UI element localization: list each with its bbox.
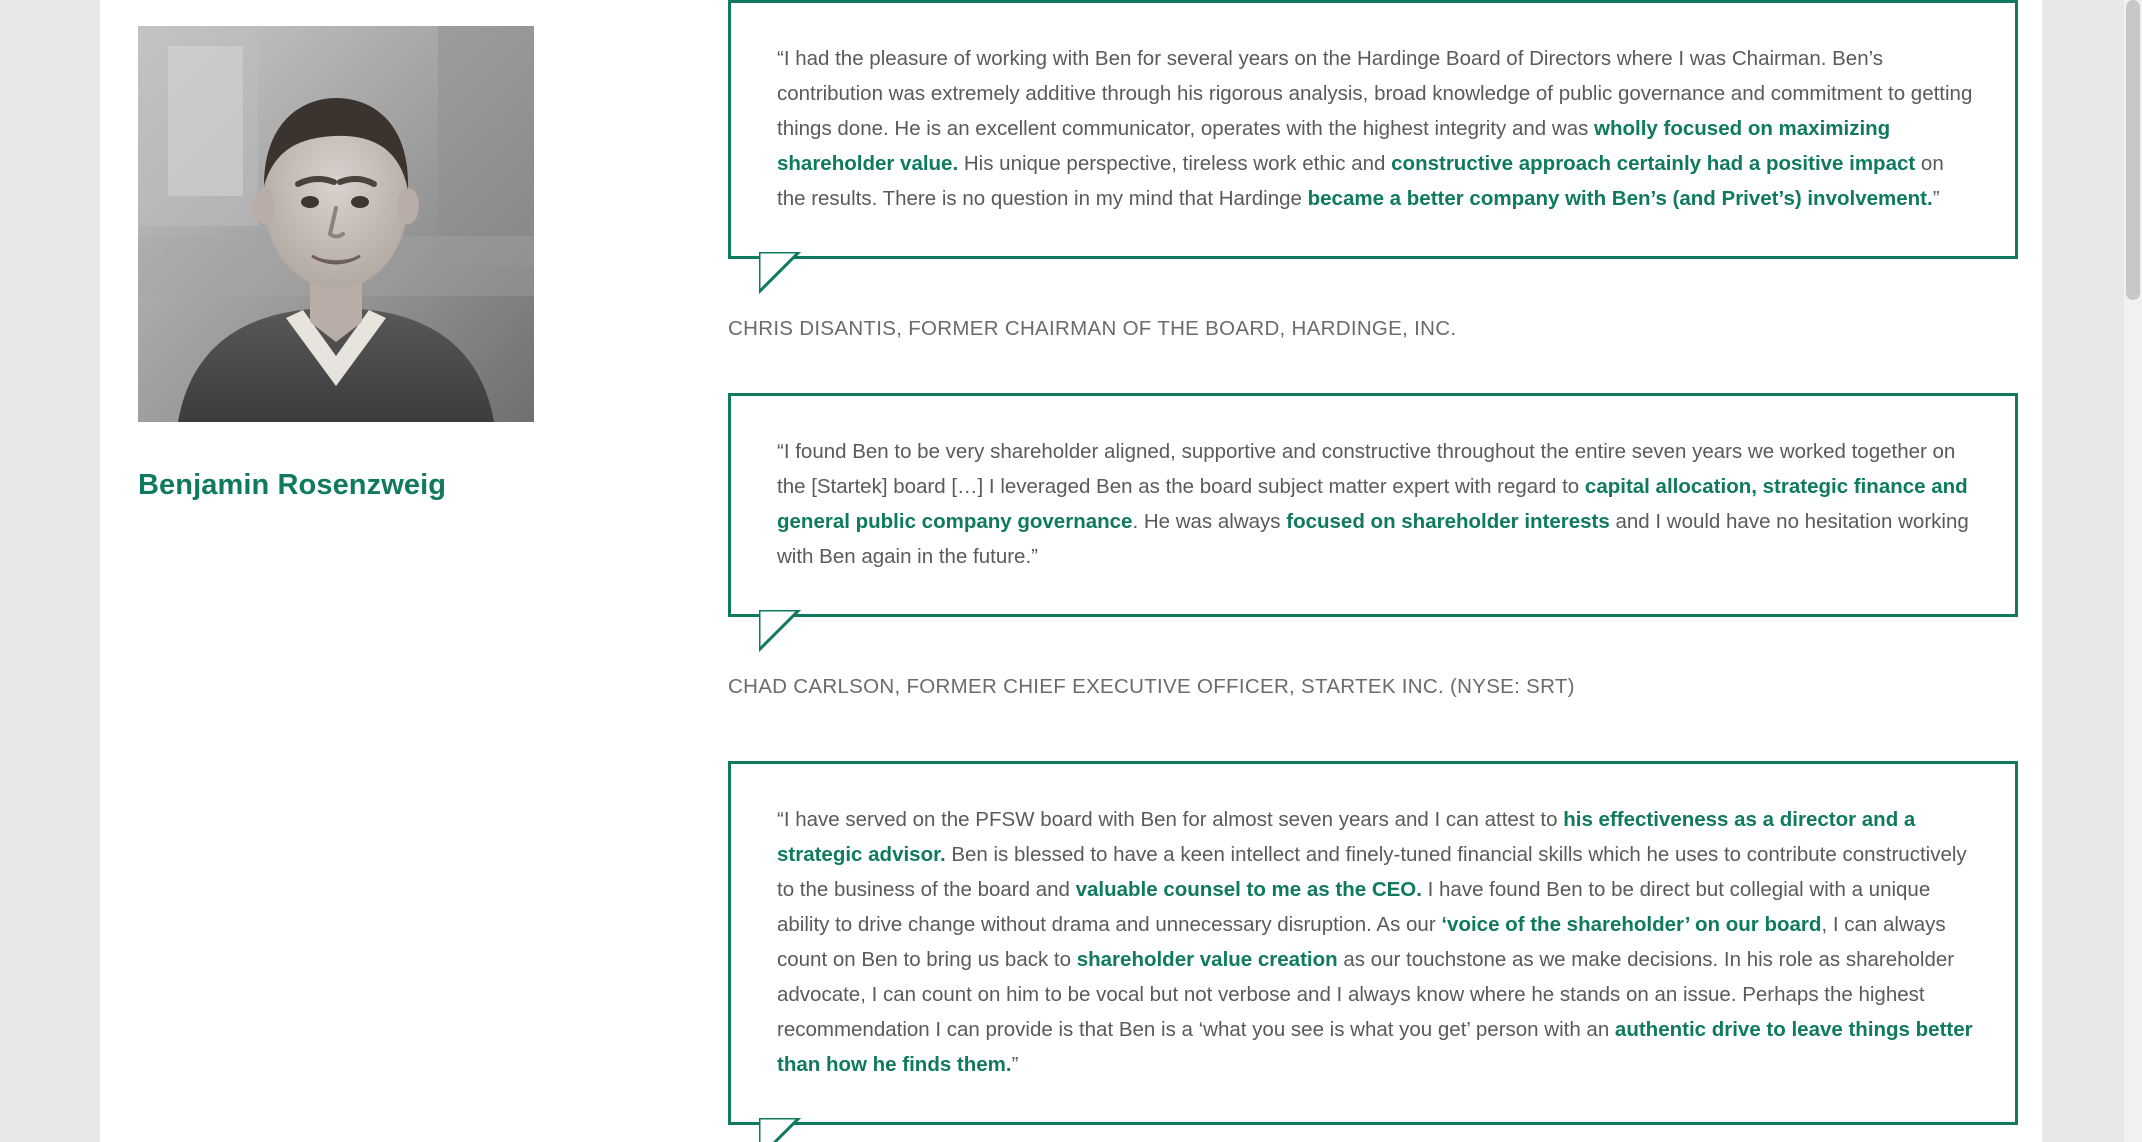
- page-canvas: [100, 0, 2042, 1142]
- quote-bubble: [728, 393, 2018, 617]
- testimonial-column: [728, 0, 2018, 1125]
- portrait-photo: [138, 26, 534, 422]
- person-name: Benjamin Rosenzweig: [138, 469, 447, 501]
- bubble-tail-icon: [759, 252, 799, 292]
- quote-attribution: CHRIS DISANTIS, FORMER CHAIRMAN OF THE BOARD, HARDINGE, INC.: [728, 317, 1457, 340]
- quote-bubble: [728, 761, 2018, 1125]
- quote-text: “I had the pleasure of working with Ben for several years on the Hardinge Board of Directors where I was Chairman. Ben’s contribution was extremely additive through his rigorous analysis, broad knowledge of public governance and commitment to getting things done. He is an excellent communicator, operates with the highest integrity and was wholly focused on maximizing shareholder value. His unique perspective, tireless work ethic and constructive approach certainly had a positive impact on the results. There is no question in my mind that Hardinge became a better company with Ben’s (and Privet’s) involvement.”: [777, 47, 1973, 210]
- page-scrollbar[interactable]: [2124, 0, 2142, 1142]
- bubble-tail-icon: [759, 1118, 799, 1142]
- person-column: [138, 26, 538, 502]
- quote-attribution: CHAD CARLSON, FORMER CHIEF EXECUTIVE OFFICER, STARTEK INC. (NYSE: SRT): [728, 675, 1575, 698]
- section-spacer: [728, 699, 2018, 761]
- testimonial-block-2: [728, 393, 2018, 699]
- scrollbar-thumb[interactable]: [2126, 0, 2140, 300]
- quote-text: “I have served on the PFSW board with Ben for almost seven years and I can attest to his effectiveness as a director and a strategic advisor. Ben is blessed to have a keen intellect and finely-tuned financial skills which he uses to contribute constructively to the business of the board and valuable counsel to me as the CEO. I have found Ben to be direct but collegial with a unique ability to drive change without drama and unnecessary disruption. As our ‘voice of the shareholder’ on our board, I can always count on Ben to bring us back to shareholder value creation as our touchstone as we make decisions. In his role as shareholder advocate, I can count on him to be vocal but not verbose and I always know where he stands on an issue. Perhaps the highest recommendation I can provide is that Ben is a ‘what you see is what you get’ person with an authentic drive to leave things better than how he finds them.”: [777, 808, 1973, 1076]
- section-spacer: [728, 341, 2018, 393]
- bubble-tail-icon: [759, 610, 799, 650]
- quote-text: “I found Ben to be very shareholder aligned, supportive and constructive throughout the entire seven years we worked together on the [Startek] board […] I leveraged Ben as the board subject matter expert with regard to capital allocation, strategic finance and general public company governance. He was always focused on shareholder interests and I would have no hesitation working with Ben again in the future.”: [777, 440, 1969, 568]
- testimonial-block-1: [728, 0, 2018, 341]
- testimonial-block-3: [728, 761, 2018, 1125]
- quote-bubble: [728, 0, 2018, 259]
